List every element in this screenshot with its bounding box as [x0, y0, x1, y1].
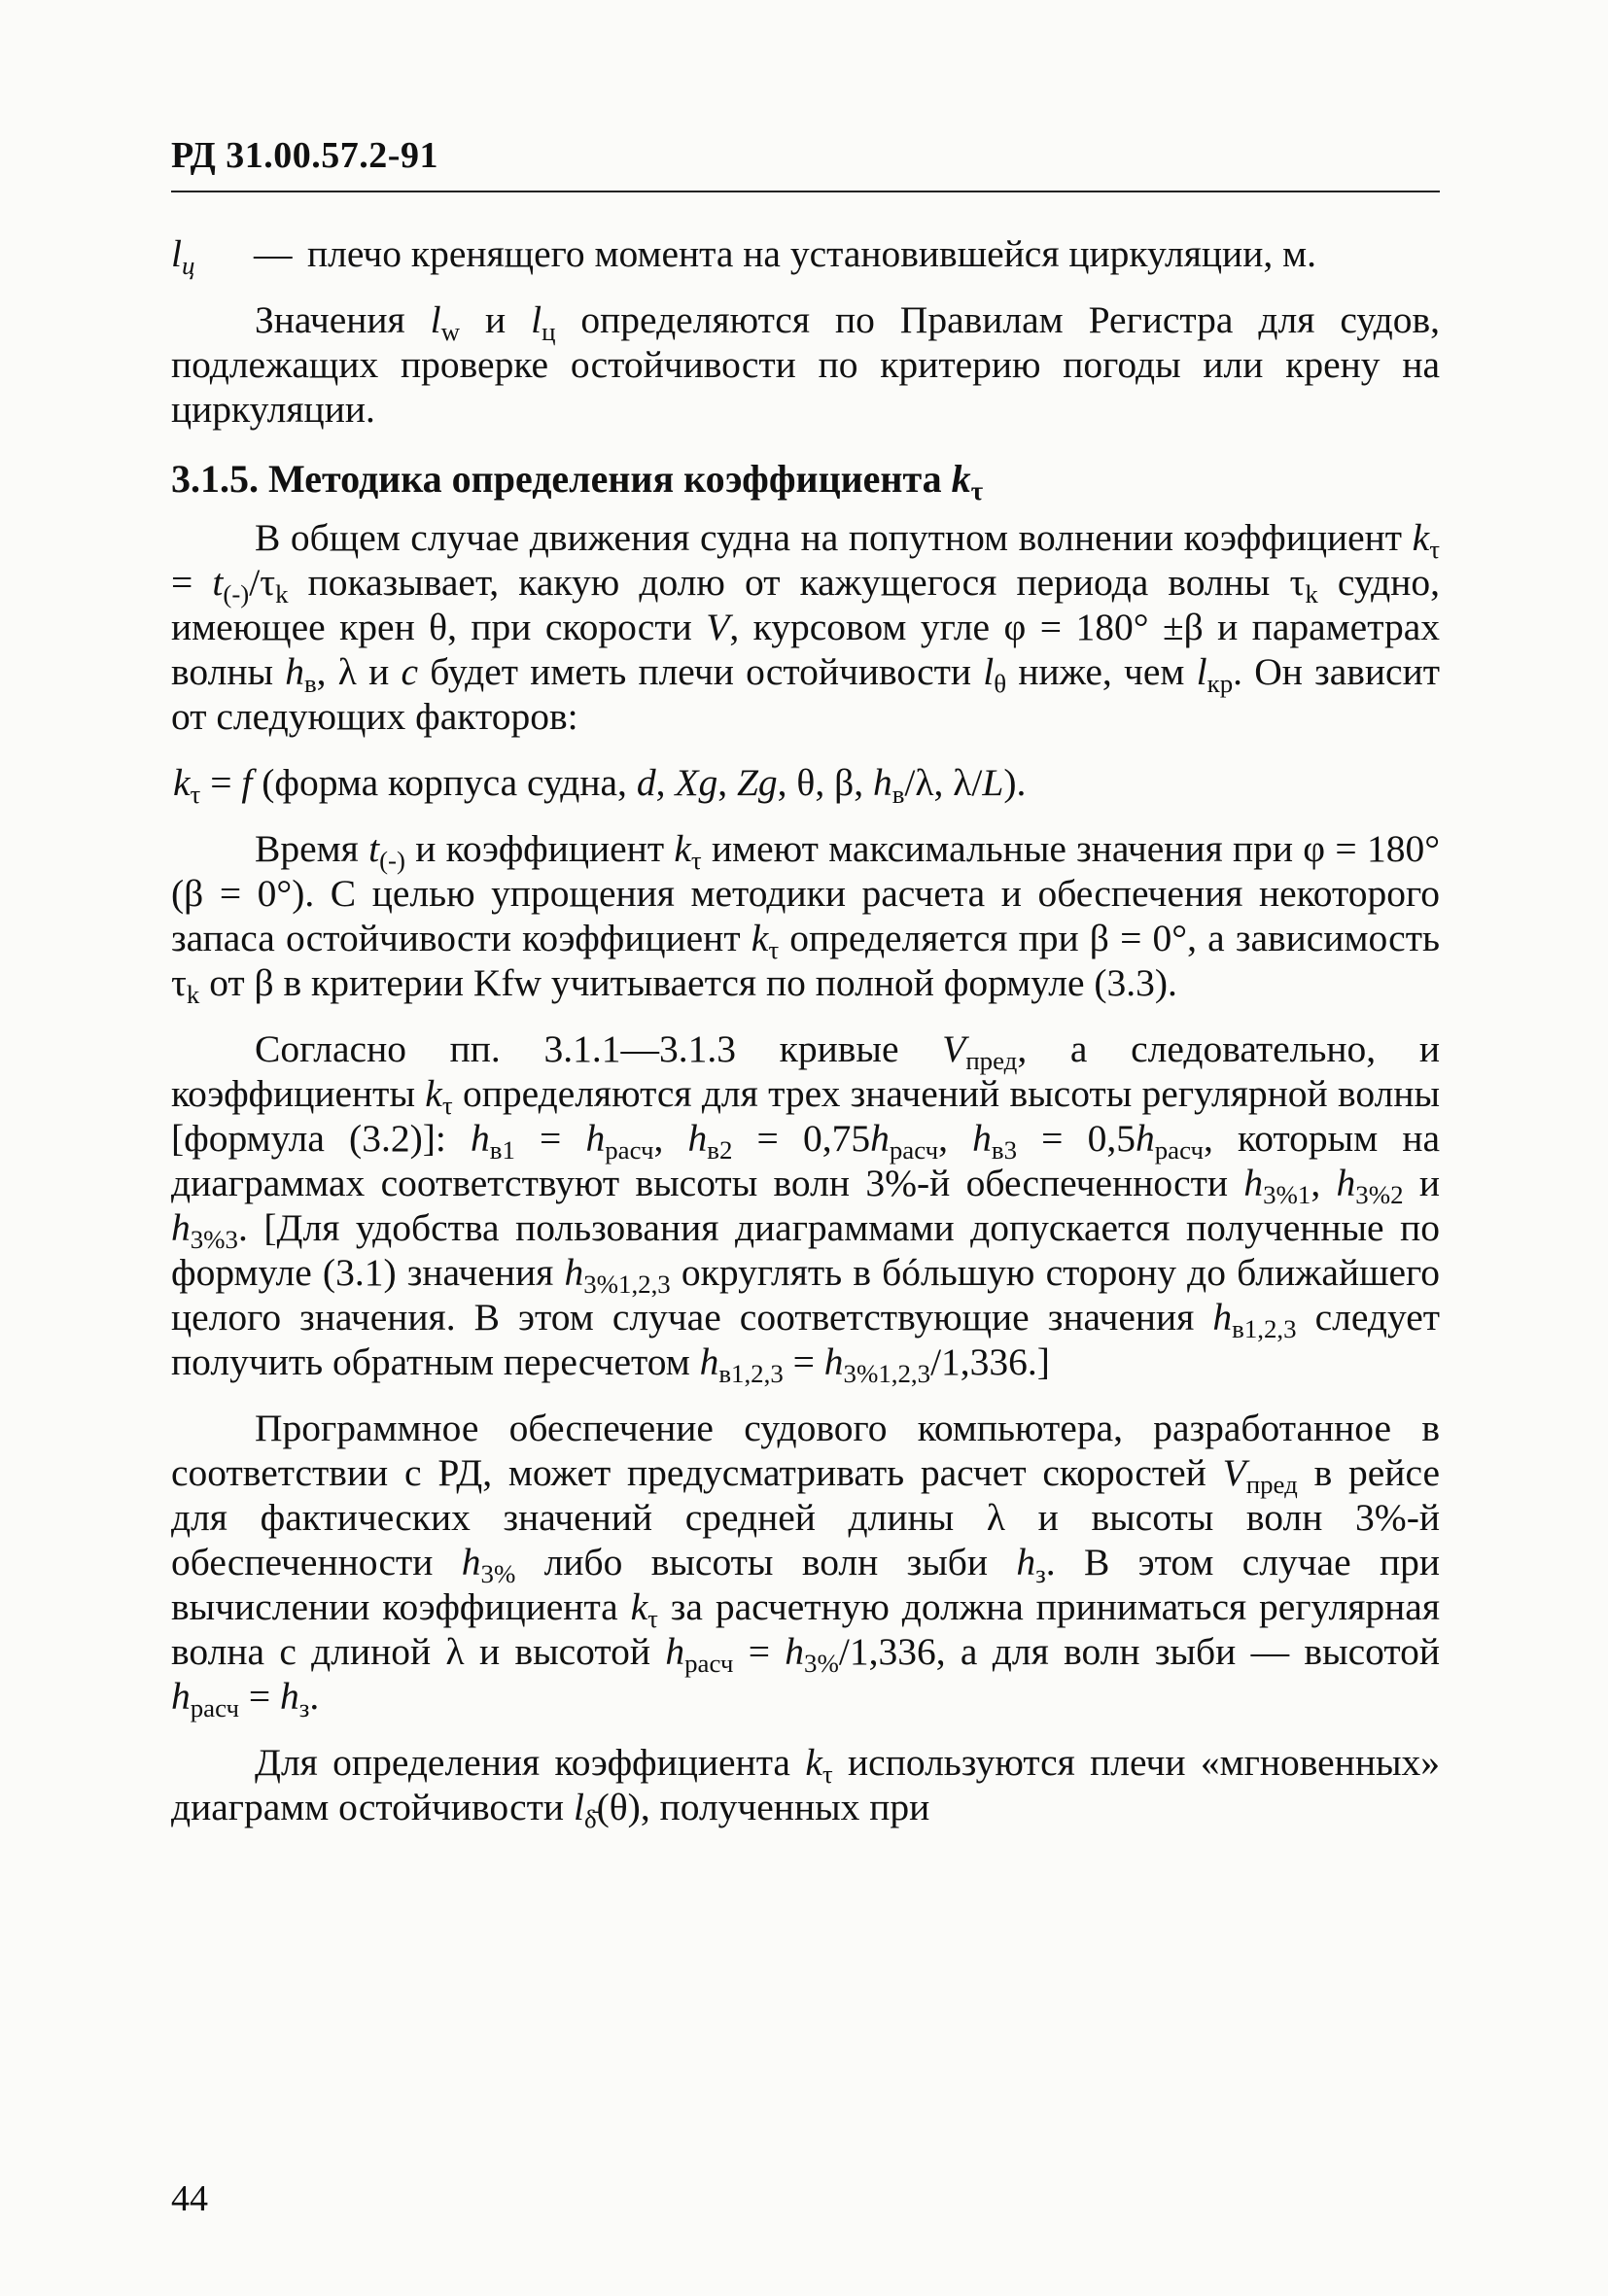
paragraph-2: В общем случае движения судна на попутном волнении коэффициент $k_\tau = t_{(-)}/\tau_k$ показывает, какую долю от кажущегося периода волны $\tau_k$ судно, имеющее крен θ, при скорости V, курсовом угле φ = 180° ±β и параметрах волны $h_в$, λ и c будет иметь плечи остойчивости $l_\theta$ ниже, чем $l_{кр}$. Он зависит от следующих факторов:	[171, 516, 1440, 738]
page-body	[171, 231, 1440, 1851]
formula-k-tau: $k_\tau = f$ (форма корпуса судна, d, Xg, Zg, θ, β, $h_в/\lambda$, λ/L).	[173, 761, 1027, 810]
definition-dash: —	[254, 232, 293, 275]
paragraph-6: Для определения коэффициента $k_\tau$ используются плечи «мгновенных» диаграмм остойчивости $l_{\deltā}(\theta)$, полученных при	[171, 1741, 1440, 1834]
symbol-definition	[171, 231, 1440, 281]
page-number: 44	[171, 2178, 208, 2219]
document-id: РД 31.00.57.2-91	[171, 135, 438, 176]
definition-symbol: $l_ц$	[171, 232, 195, 281]
paragraph-3: Время $t_{(-)}$ и коэффициент $k_\tau$ имеют максимальные значения при φ = 180°(β = 0°). С целью упрощения методики расчета и обеспечения некоторого запаса остойчивости коэффициент $k_\tau$ определяется при β = 0°, а зависимость $\tau_k$ от β в критерии Kfw учитывается по полной формуле (3.3).	[171, 827, 1441, 1010]
paragraph-4: Согласно пп. 3.1.1—3.1.3 кривые $V_{пред}$, а следовательно, и коэффициенты $k_\tau$ определяются для трех значений высоты регулярной волны [формула (3.2)]: $h_{в1} = h_{расч}$, $h_{в2} = 0,75h_{расч}$, $h_{в3} = 0,5h_{расч}$, которым на диаграммах соответствуют высоты волн 3%-й обеспеченности $h_{3\%1}$, $h_{3\%2}$ и $h_{3\%3}$. [Для удобства пользования диаграммами допускается полученные по формуле (3.1) значения $h_{3\%1,2,3}$ округлять в бóльшую сторону до ближайшего целого значения. В этом случае соответствующие значения $h_{в1,2,3}$ следует получить обратным пересчетом $h_{в1,2,3} = h_{3\%1,2,3}/1,336$.]	[171, 1027, 1441, 1389]
paragraph-5: Программное обеспечение судового компьютера, разработанное в соответствии с РД, может предусматривать расчет скоростей $V_{пред}$ в рейсе для фактических значений средней длины λ и высоты волн 3%-й обеспеченности $h_{3\%}$ либо высоты волн зыби $h_з$. В этом случае при вычислении коэффициента $k_\tau$ за расчетную должна приниматься регулярная волна с длиной λ и высотой $h_{расч} = h_{3\%}/1,336$, а для волн зыби — высотой $h_{расч} = h_з$.	[171, 1407, 1441, 1723]
paragraph-1: Значения $l_w$ и $l_ц$ определяются по Правилам Регистра для судов, подлежащих проверке остойчивости по критерию погоды или крену на циркуляции.	[171, 298, 1440, 431]
page-header	[171, 134, 1440, 192]
section-heading: 3.1.5. Методика определения коэффициента $k_\tau$	[171, 457, 984, 506]
definition-text: плечо кренящего момента на установившейся циркуляции, м.	[307, 232, 1316, 275]
